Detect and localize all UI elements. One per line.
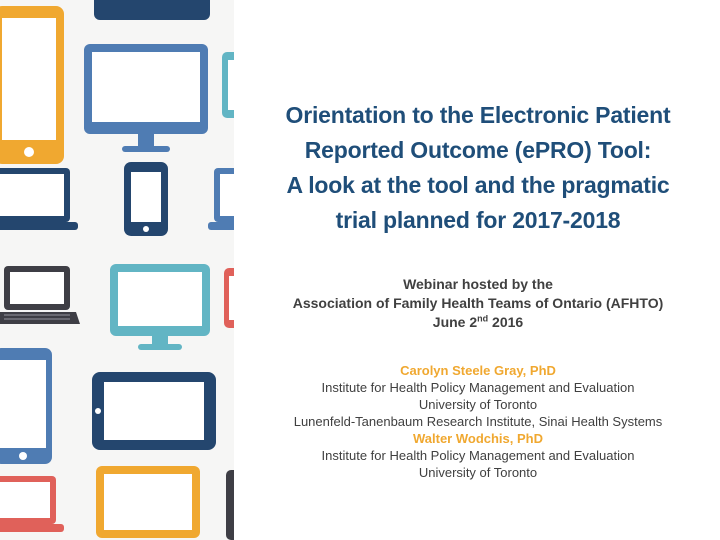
date-prefix: June 2 (432, 314, 478, 330)
phone-icon (94, 0, 210, 20)
title-line: Reported Outcome (ePRO) Tool: (304, 137, 652, 163)
phone-icon (124, 162, 168, 236)
presenter-affiliation: University of Toronto (418, 397, 538, 412)
monitor-icon (84, 44, 208, 152)
webinar-host-line: Webinar hosted by the (403, 276, 553, 292)
presenter-name: Walter Wodchis, PhD (412, 431, 543, 446)
device-pattern-panel (0, 0, 234, 540)
tablet-icon (92, 372, 216, 450)
webinar-info (236, 275, 720, 332)
laptop-icon (0, 476, 64, 532)
slide-title (236, 98, 720, 238)
laptop-icon (0, 168, 78, 230)
device-pattern-graphic (0, 0, 234, 540)
presenter-affiliation: Lunenfeld-Tanenbaum Research Institute, Sinai Health Systems (293, 414, 663, 429)
monitor-icon (110, 264, 210, 350)
title-line: trial planned for 2017-2018 (335, 207, 621, 233)
title-line: A look at the tool and the pragmatic (286, 172, 670, 198)
presenter-affiliation: Institute for Health Policy Management and Evaluation (321, 380, 635, 395)
monitor-icon (96, 466, 200, 538)
laptop-icon (208, 168, 234, 230)
tablet-icon (226, 470, 234, 540)
date-suffix: 2016 (488, 314, 524, 330)
presenter-affiliation: Institute for Health Policy Management and Evaluation (321, 448, 635, 463)
tablet-icon (0, 348, 52, 464)
presenter-affiliation: University of Toronto (418, 465, 538, 480)
presenters (236, 362, 720, 481)
date-ordinal: nd (477, 313, 489, 324)
title-line: Orientation to the Electronic Patient (285, 102, 671, 128)
webinar-date (236, 313, 720, 332)
tablet-icon (222, 52, 234, 118)
title-slide-content (236, 0, 720, 540)
tablet-icon (0, 6, 64, 164)
tablet-icon (224, 268, 234, 328)
laptop-icon (0, 266, 80, 324)
presenter-name: Carolyn Steele Gray, PhD (400, 363, 556, 378)
webinar-organization: Association of Family Health Teams of Ontario (AFHTO) (292, 295, 664, 311)
